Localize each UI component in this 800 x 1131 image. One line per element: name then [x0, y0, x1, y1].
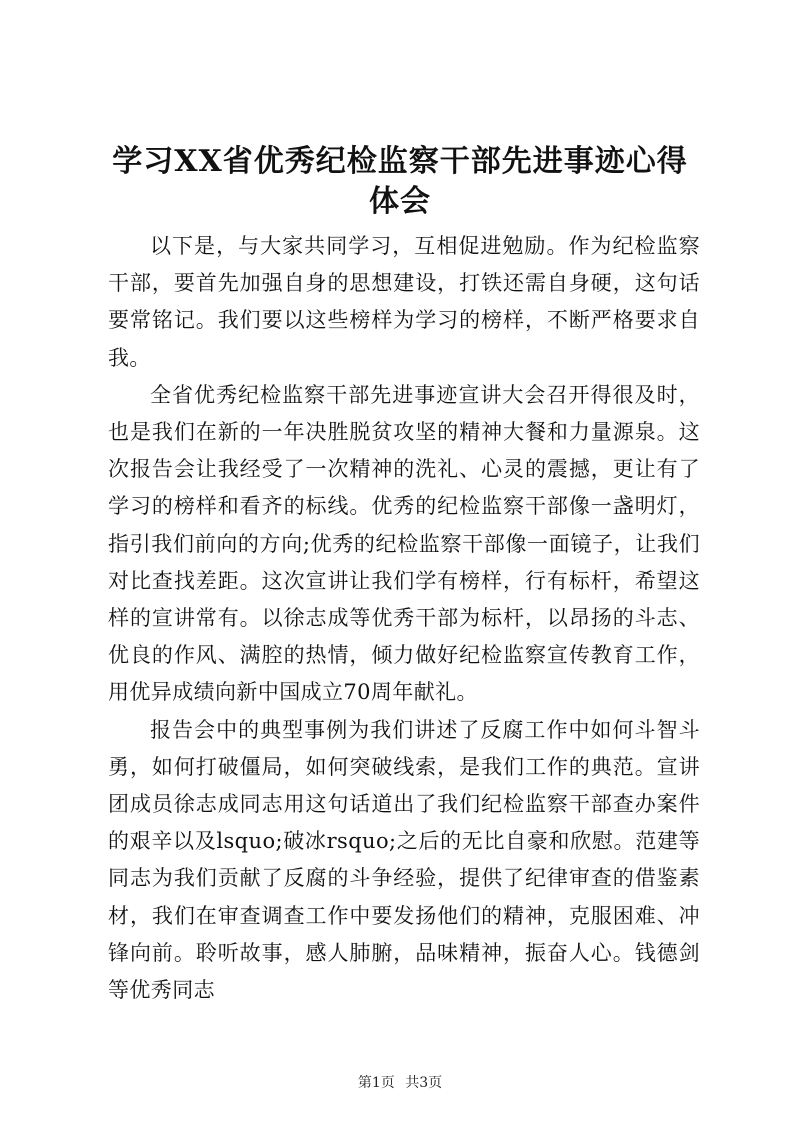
document-body: [108, 228, 700, 1009]
page-number: 第1页: [357, 1075, 395, 1091]
page-footer: [0, 1074, 800, 1092]
page-total: 共3页: [405, 1075, 443, 1091]
document-title: 学习XX省优秀纪检监察干部先进事迹心得体会: [112, 144, 688, 219]
paragraph-2: 全省优秀纪检监察干部先进事迹宣讲大会召开得很及时，也是我们在新的一年决胜脱贫攻坚的精神大餐和力量源泉。这次报告会让我经受了一次精神的洗礼、心灵的震撼，更让有了学习的榜样和看齐的标线。优秀的纪检监察干部像一盏明灯，指引我们前向的方向;优秀的纪检监察干部像一面镜子，让我们对比查找差距。这次宣讲让我们学有榜样，行有标杆，希望这样的宣讲常有。以徐志成等优秀干部为标杆，以昂扬的斗志、优良的作风、满腔的热情，倾力做好纪检监察宣传教育工作，用优异成绩向新中国成立70周年献礼。: [108, 382, 700, 705]
paragraph-3: 报告会中的典型事例为我们讲述了反腐工作中如何斗智斗勇，如何打破僵局，如何突破线索，是我们工作的典范。宣讲团成员徐志成同志用这句话道出了我们纪检监察干部查办案件的艰辛以及lsquo;破冰rsquo;之后的无比自豪和欣慰。范建等同志为我们贡献了反腐的斗争经验，提供了纪律审查的借鉴素材，我们在审查调查工作中要发扬他们的精神，克服困难、冲锋向前。聆听故事，感人肺腑，品味精神，振奋人心。钱德剑等优秀同志: [108, 717, 700, 1003]
paragraph-1: 以下是，与大家共同学习，互相促进勉励。作为纪检监察干部，要首先加强自身的思想建设，打铁还需自身硬，这句话要常铭记。我们要以这些榜样为学习的榜样，不断严格要求自我。: [108, 234, 700, 370]
